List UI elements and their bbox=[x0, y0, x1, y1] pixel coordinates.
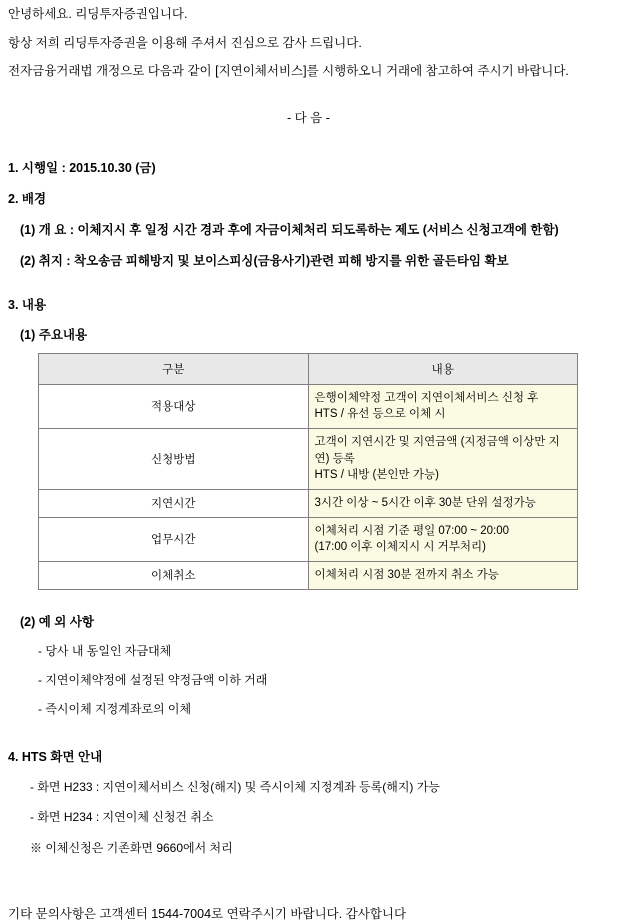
table-row bbox=[39, 561, 578, 589]
greeting-line-2: 항상 저희 리딩투자증권을 이용해 주셔서 진심으로 감사 드립니다. bbox=[8, 35, 362, 50]
section-4-item-1: - 화면 H233 : 지연이체서비스 신청(해지) 및 즉시이체 지정계좌 등록(해지) 가능 bbox=[30, 779, 440, 794]
row-value-line-1: 이체처리 시점 기준 평일 07:00 ~ 20:00 bbox=[314, 524, 510, 537]
table-row bbox=[39, 489, 578, 517]
row-label: 신청방법 bbox=[39, 428, 309, 489]
row-value-line-2: HTS / 내방 (본인만 가능) bbox=[314, 469, 439, 482]
row-label: 업무시간 bbox=[39, 517, 309, 561]
row-value bbox=[308, 517, 578, 561]
section-2 bbox=[0, 176, 617, 269]
section-2-title: 2. 배경 bbox=[8, 191, 47, 206]
section-4-note: ※ 이체신청은 기존화면 9660에서 처리 bbox=[30, 840, 233, 855]
section-4-title: 4. HTS 화면 안내 bbox=[8, 749, 103, 764]
row-label: 적용대상 bbox=[39, 384, 309, 428]
main-content-table bbox=[38, 353, 578, 590]
row-value-line-1: 3시간 이상 ~ 5시간 이후 30분 단위 설정가능 bbox=[314, 496, 536, 509]
section-4 bbox=[0, 717, 617, 856]
exception-item-3: - 즉시이체 지정계좌로의 이체 bbox=[38, 701, 192, 716]
row-label: 이체취소 bbox=[39, 561, 309, 589]
greeting-block bbox=[0, 0, 617, 78]
section-2-item-2: (2) 취지 : 착오송금 피해방지 및 보이스피싱(금융사기)관련 피해 방지를 위한 골든타임 확보 bbox=[20, 253, 509, 268]
row-value-line-1: 은행이체약정 고객이 지연이체서비스 신청 후 bbox=[314, 391, 539, 404]
exception-item-2: - 지연이체약정에 설정된 약정금액 이하 거래 bbox=[38, 672, 268, 687]
table-header-row bbox=[39, 353, 578, 384]
section-3-subtitle: (1) 주요내용 bbox=[20, 327, 88, 342]
divider-label: - 다 음 - bbox=[287, 110, 330, 125]
table-row bbox=[39, 428, 578, 489]
greeting-line-3: 전자금융거래법 개정으로 다음과 같이 [지연이체서비스]를 시행하오니 거래에 참고하여 주시기 바랍니다. bbox=[8, 64, 569, 78]
footer-contact-text: 기타 문의사항은 고객센터 1544-7004로 연락주시기 바랍니다. 감사합니다 bbox=[8, 906, 407, 921]
row-value bbox=[308, 428, 578, 489]
table-row bbox=[39, 517, 578, 561]
section-1-title: 1. 시행일 : 2015.10.30 (금) bbox=[8, 160, 156, 175]
row-value-line-1: 이체처리 시점 30분 전까지 취소 가능 bbox=[314, 568, 499, 581]
section-3-title: 3. 내용 bbox=[8, 297, 47, 312]
row-value-line-1: 고객이 지연시간 및 지연금액 (지정금액 이상만 지연) 등록 bbox=[314, 435, 560, 465]
row-label: 지연시간 bbox=[39, 489, 309, 517]
section-1 bbox=[0, 126, 617, 176]
section-3-exceptions bbox=[0, 590, 617, 717]
row-value bbox=[308, 489, 578, 517]
greeting-line-1: 안녕하세요. 리딩투자증권입니다. bbox=[8, 7, 188, 21]
table-row bbox=[39, 384, 578, 428]
row-value-line-2: (17:00 이후 이체지시 시 거부처리) bbox=[314, 541, 486, 554]
row-value-line-2: HTS / 유선 등으로 이체 시 bbox=[314, 408, 446, 421]
section-3 bbox=[0, 269, 617, 343]
table-header-category: 구분 bbox=[39, 353, 309, 384]
exception-item-1: - 당사 내 동일인 자금대체 bbox=[38, 643, 172, 658]
row-value bbox=[308, 561, 578, 589]
table-header-content: 내용 bbox=[308, 353, 578, 384]
exceptions-title: (2) 예 외 사항 bbox=[20, 614, 94, 629]
section-4-item-2: - 화면 H234 : 지연이체 신청건 취소 bbox=[30, 809, 214, 824]
section-2-item-1: (1) 개 요 : 이체지시 후 일정 시간 경과 후에 자금이체처리 되도록하는 제도 (서비스 신청고객에 한함) bbox=[20, 222, 559, 237]
row-value bbox=[308, 384, 578, 428]
